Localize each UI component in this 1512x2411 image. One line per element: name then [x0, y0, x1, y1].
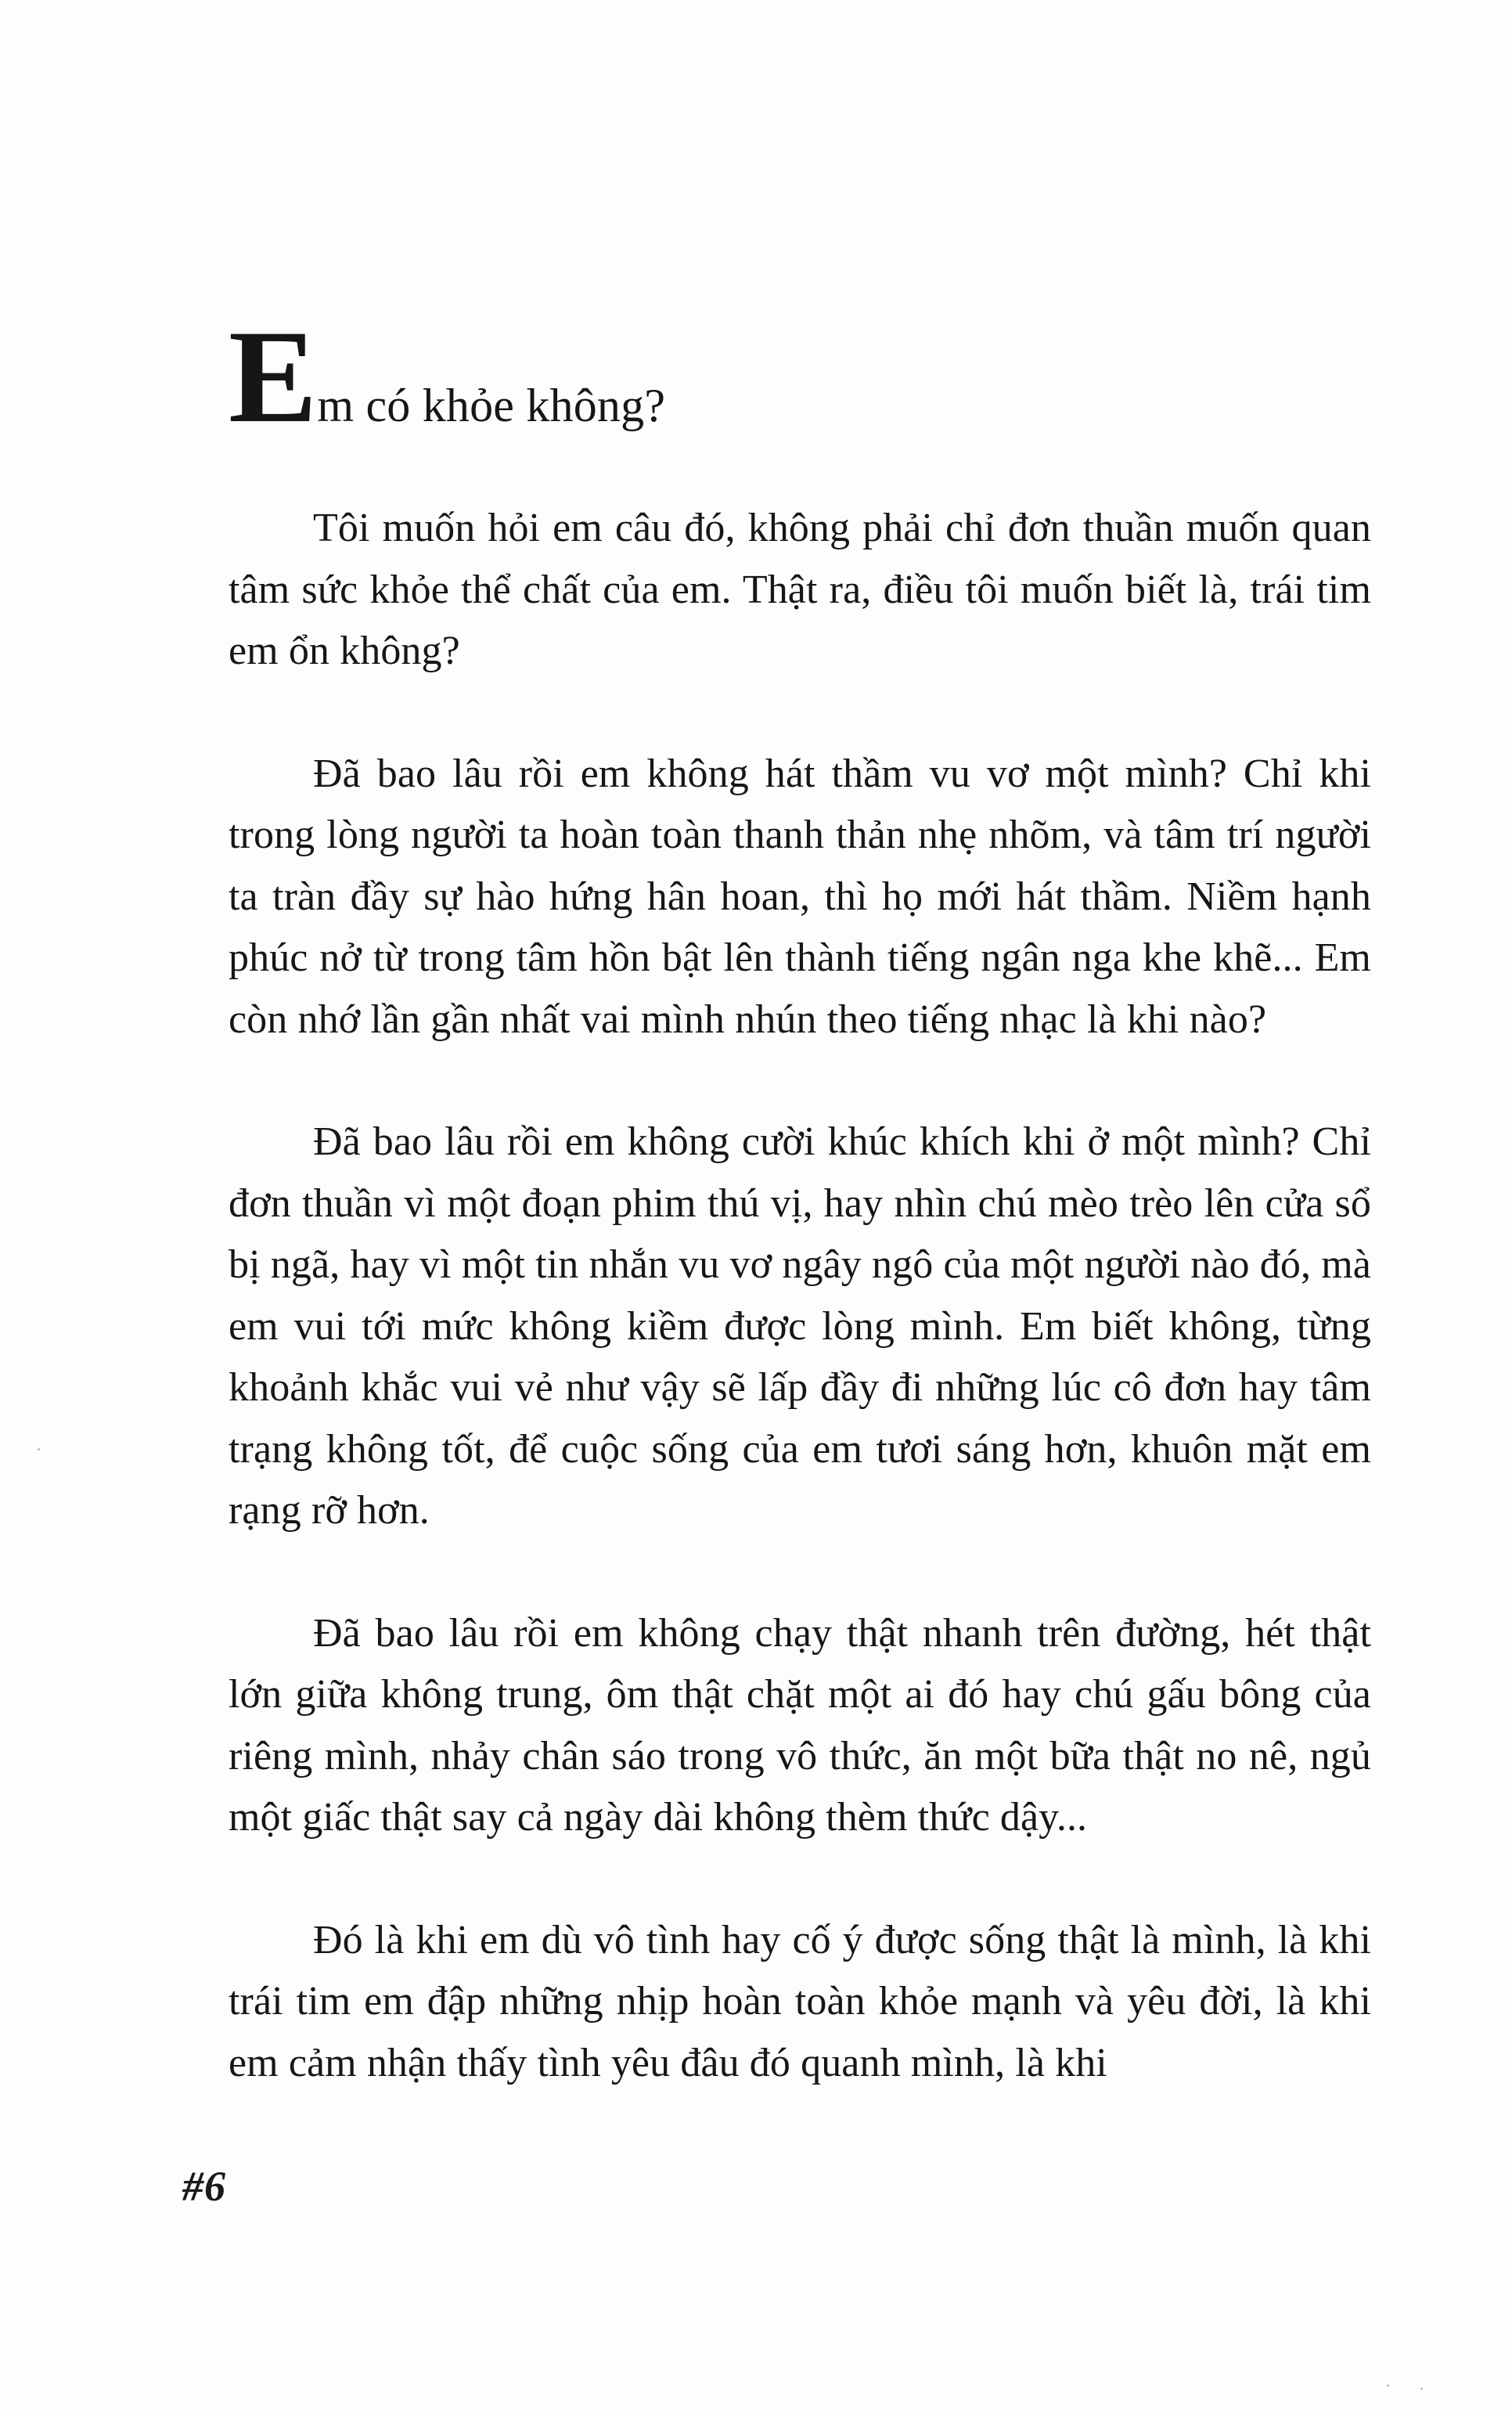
scan-speck [38, 1448, 40, 1451]
page-body [229, 303, 1371, 2094]
paragraph-5: Đó là khi em dù vô tình hay cố ý được sống thật là mình, là khi trái tim em đập những nhịp hoàn toàn khỏe mạnh và yêu đời, là khi em cảm nhận thấy tình yêu đâu đó quanh mình, là khi [229, 1917, 1371, 2085]
scan-speck [1420, 2388, 1423, 2390]
opening-line [229, 303, 1371, 450]
page-number: #6 [182, 2163, 226, 2210]
drop-cap: E [229, 303, 316, 450]
paragraph-3: Đã bao lâu rồi em không cười khúc khích khi ở một mình? Chỉ đơn thuần vì một đoạn phim thú vị, hay nhìn chú mèo trèo lên cửa sổ bị ngã, hay vì một tin nhắn vu vơ ngây ngô của một người nào đó, mà em vui tới mức không kiềm được lòng mình. Em biết không, từng khoảnh khắc vui vẻ như vậy sẽ lấp đầy đi những lúc cô đơn hay tâm trạng không tốt, để cuộc sống của em tươi sáng hơn, khuôn mặt em rạng rỡ hơn. [229, 1119, 1371, 1533]
paragraph-2: Đã bao lâu rồi em không hát thầm vu vơ một mình? Chỉ khi trong lòng người ta hoàn toàn thanh thản nhẹ nhõm, và tâm trí người ta tràn đầy sự hào hứng hân hoan, thì họ mới hát thầm. Niềm hạnh phúc nở từ trong tâm hồn bật lên thành tiếng ngân nga khe khẽ... Em còn nhớ lần gần nhất vai mình nhún theo tiếng nhạc là khi nào? [229, 751, 1371, 1042]
opening-text: m có khỏe không? [317, 380, 666, 431]
scan-speck [1387, 2384, 1389, 2387]
paragraph-1: Tôi muốn hỏi em câu đó, không phải chỉ đơn thuần muốn quan tâm sức khỏe thể chất của em. Thật ra, điều tôi muốn biết là, trái tim em ổn không? [229, 506, 1371, 673]
paragraph-4: Đã bao lâu rồi em không chạy thật nhanh trên đường, hét thật lớn giữa không trung, ôm thật chặt một ai đó hay chú gấu bông của riêng mình, nhảy chân sáo trong vô thức, ăn một bữa thật no nê, ngủ một giấc thật say cả ngày dài không thèm thức dậy... [229, 1610, 1371, 1840]
